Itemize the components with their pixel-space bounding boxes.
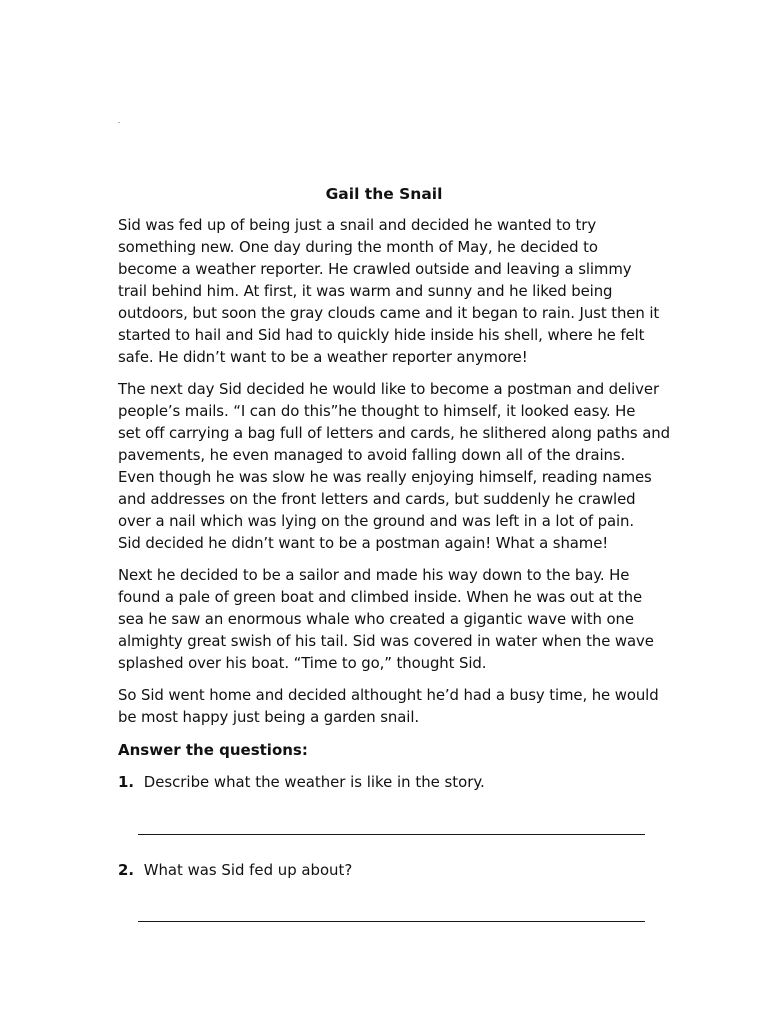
paragraph-line: trail behind him. At first, it was warm and sunny and he liked being bbox=[118, 282, 613, 300]
paragraph-line: set off carrying a bag full of letters and cards, he slithered along paths and bbox=[118, 424, 670, 442]
paragraph-line: outdoors, but soon the gray clouds came and it began to rain. Just then it bbox=[118, 304, 660, 322]
paragraph-line: found a pale of green boat and climbed inside. When he was out at the bbox=[118, 588, 643, 606]
paragraph-line: So Sid went home and decided althought he’d had a busy time, he would bbox=[118, 686, 659, 704]
paragraph-line: Next he decided to be a sailor and made his way down to the bay. He bbox=[118, 566, 630, 584]
paragraph-line: people’s mails. “I can do this”he thought to himself, it looked easy. He bbox=[118, 402, 636, 420]
paragraph-line: and addresses on the front letters and cards, but suddenly he crawled bbox=[118, 490, 636, 508]
paragraph-line: over a nail which was lying on the ground and was left in a lot of pain. bbox=[118, 512, 635, 530]
paragraph-line: safe. He didn’t want to be a weather reporter anymore! bbox=[118, 348, 528, 366]
paragraph-line: splashed over his boat. “Time to go,” thought Sid. bbox=[118, 654, 487, 672]
question-1 bbox=[118, 770, 485, 794]
story-paragraph-2 bbox=[118, 378, 670, 554]
questions-heading: Answer the questions: bbox=[118, 741, 308, 759]
paragraph-line: started to hail and Sid had to quickly hide inside his shell, where he felt bbox=[118, 326, 645, 344]
paragraph-line: something new. One day during the month of May, he decided to bbox=[118, 238, 598, 256]
answer-line-2[interactable] bbox=[138, 921, 645, 922]
question-number: 2. bbox=[118, 861, 135, 879]
paragraph-line: The next day Sid decided he would like to become a postman and deliver bbox=[118, 380, 659, 398]
paragraph-line: sea he saw an enormous whale who created a gigantic wave with one bbox=[118, 610, 634, 628]
story-paragraph-1 bbox=[118, 214, 658, 368]
question-2 bbox=[118, 858, 352, 882]
question-text: Describe what the weather is like in the story. bbox=[143, 773, 485, 791]
story-body bbox=[118, 214, 670, 738]
paragraph-line: pavements, he even managed to avoid falling down all of the drains. bbox=[118, 446, 626, 464]
story-title: Gail the Snail bbox=[325, 185, 443, 203]
paragraph-line: Sid was fed up of being just a snail and decided he wanted to try bbox=[118, 216, 597, 234]
paragraph-line: Sid decided he didn’t want to be a postman again! What a shame! bbox=[118, 534, 609, 552]
story-paragraph-3 bbox=[118, 564, 658, 674]
story-paragraph-4 bbox=[118, 684, 658, 728]
answer-line-1[interactable] bbox=[138, 834, 645, 835]
paragraph-line: almighty great swish of his tail. Sid was covered in water when the wave bbox=[118, 632, 654, 650]
paragraph-line: be most happy just being a garden snail. bbox=[118, 708, 419, 726]
scan-speck bbox=[118, 122, 120, 123]
paragraph-line: Even though he was slow he was really enjoying himself, reading names bbox=[118, 468, 652, 486]
question-number: 1. bbox=[118, 773, 135, 791]
paragraph-line: become a weather reporter. He crawled outside and leaving a slimmy bbox=[118, 260, 632, 278]
question-text: What was Sid fed up about? bbox=[143, 861, 353, 879]
